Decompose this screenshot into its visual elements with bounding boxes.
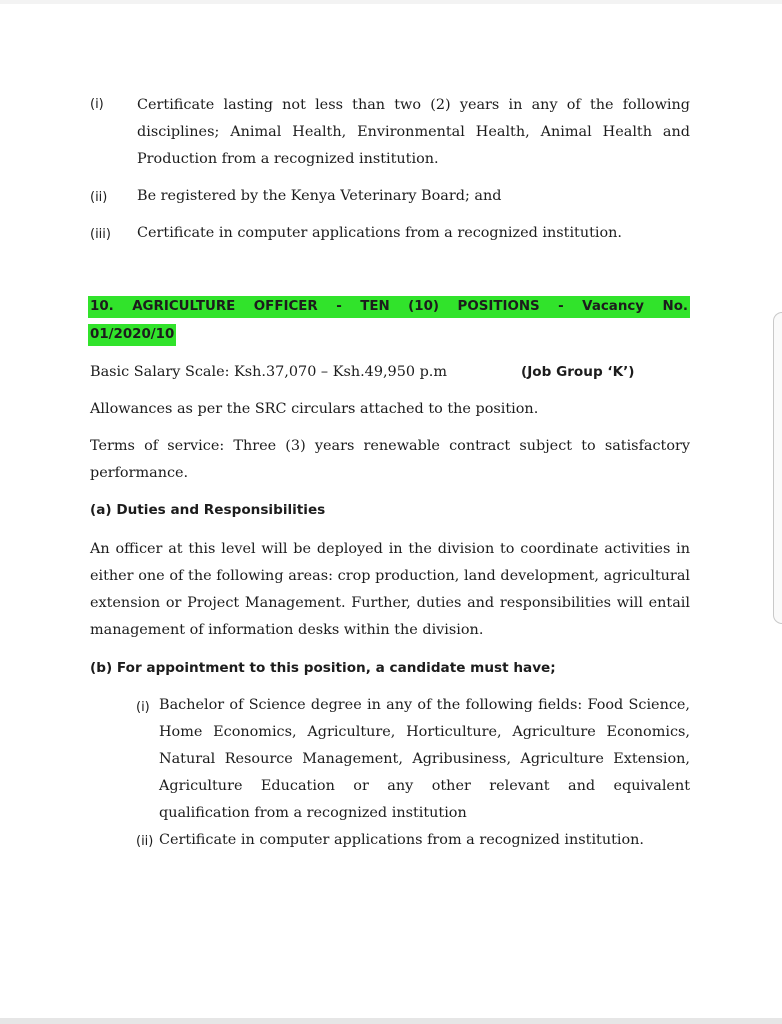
- allowances-text: Allowances as per the SRC circulars attached to the position.: [90, 401, 539, 417]
- list-item-text: Certificate in computer applications from a recognized institution.: [137, 225, 622, 241]
- list-item-text: Certificate lasting not less than two (2) years in any of the following disciplines; Animal Health, Environmental Health, Animal Health and Production from a recognized institution.: [137, 97, 690, 167]
- salary-scale: Basic Salary Scale: Ksh.37,070 – Ksh.49,950 p.m: [90, 364, 448, 380]
- duties-paragraph: An officer at this level will be deployed in the division to coordinate activities in either one of the following areas: crop production, land development, agricultural extension or Project Management. Further, duties and responsibilities will entail management of information desks within the division.: [90, 541, 690, 638]
- list-number: (ii): [136, 834, 154, 849]
- requirement-item-text: Bachelor of Science degree in any of the following fields: Food Science, Home Economics, Agriculture, Horticulture, Agriculture Economics, Natural Resource Management, Agribusiness, Agriculture Extension, Agriculture Education or any other relevant and equivalent qualification from a recognized institution: [159, 697, 690, 821]
- list-number: (i): [136, 700, 150, 715]
- requirement-item-text: Certificate in computer applications from a recognized institution.: [159, 832, 644, 848]
- requirements-heading: (b) For appointment to this position, a candidate must have;: [90, 660, 556, 676]
- list-number: (ii): [90, 190, 108, 205]
- list-number: (iii): [90, 227, 111, 242]
- list-item-text: Be registered by the Kenya Veterinary Board; and: [137, 188, 502, 204]
- bottom-edge: [0, 1018, 782, 1024]
- duties-heading: (a) Duties and Responsibilities: [90, 502, 326, 518]
- list-number: (i): [90, 97, 104, 112]
- scroll-handle[interactable]: [773, 312, 782, 624]
- job-group: (Job Group ‘K’): [521, 364, 635, 380]
- document-page: [0, 4, 782, 1018]
- position-heading: 10. AGRICULTURE OFFICER - TEN (10) POSITIONS - Vacancy No.: [88, 296, 690, 318]
- vacancy-number: 01/2020/10: [88, 324, 176, 346]
- terms-of-service: Terms of service: Three (3) years renewable contract subject to satisfactory performance.: [90, 438, 690, 481]
